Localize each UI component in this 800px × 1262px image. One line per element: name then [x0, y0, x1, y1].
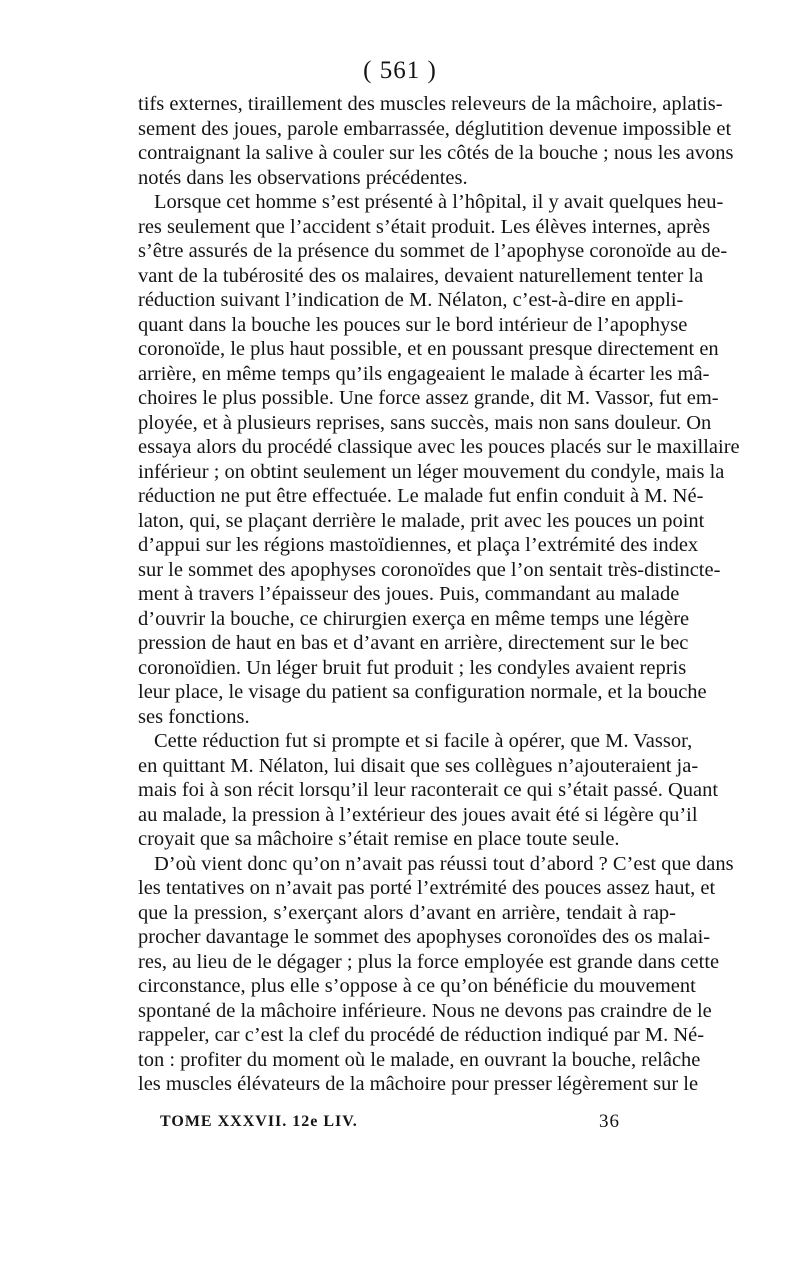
text-line: inférieur ; on obtint seulement un léger mouvement du condyle, mais la [138, 460, 725, 483]
text-line: circonstance, plus elle s’oppose à ce qu’on bénéficie du mouvement [138, 975, 696, 997]
text-line: ses fonctions. [138, 705, 250, 728]
sheet-number: 36 [599, 1111, 620, 1132]
text-line: Cette réduction fut si prompte et si facile à opérer, que M. Vassor, [154, 730, 693, 752]
text-line: les muscles élévateurs de la mâchoire pour presser légèrement sur le [138, 1073, 699, 1095]
text-line: notés dans les observations précédentes. [138, 166, 468, 189]
body-text [138, 92, 740, 1097]
text-line: res, au lieu de le dégager ; plus la force employée est grande dans cette [138, 950, 720, 973]
text-line: que la pression, s’exerçant alors d’avant en arrière, tendait à rap- [138, 901, 676, 924]
text-line: laton, qui, se plaçant derrière le malade, prit avec les pouces un point [138, 509, 705, 532]
text-line: les tentatives on n’avait pas porté l’extrémité des pouces assez haut, et [138, 877, 716, 899]
page-footer [160, 1113, 620, 1137]
text-line: leur place, le visage du patient sa configuration normale, et la bouche [138, 681, 707, 703]
text-line: contraignant la salive à couler sur les côtés de la bouche ; nous les avons [138, 142, 734, 164]
text-line: D’où vient donc qu’on n’avait pas réussi tout d’abord ? C’est que dans [154, 852, 734, 875]
text-line: sur le sommet des apophyses coronoïdes que l’on sentait très-distincte- [138, 558, 721, 581]
text-line: d’appui sur les régions mastoïdiennes, et plaça l’extrémité des index [138, 534, 699, 556]
text-line: essaya alors du procédé classique avec les pouces placés sur le maxillaire [138, 436, 740, 458]
text-line: choires le plus possible. Une force assez grande, dit M. Vassor, fut em- [138, 387, 719, 409]
text-line: coronoïdien. Un léger bruit fut produit ; les condyles avaient repris [138, 656, 687, 679]
text-line: en quittant M. Nélaton, lui disait que ses collègues n’ajouteraient ja- [138, 754, 699, 777]
text-line: arrière, en même temps qu’ils engageaient le malade à écarter les mâ- [138, 362, 710, 385]
text-line: s’être assurés de la présence du sommet de l’apophyse coronoïde au de- [138, 240, 728, 262]
text-line: ployée, et à plusieurs reprises, sans succès, mais non sans douleur. On [138, 411, 712, 434]
text-line: pression de haut en bas et d’avant en arrière, directement sur le bec [138, 632, 689, 654]
text-line: réduction suivant l’indication de M. Nélaton, c’est-à-dire en appli- [138, 289, 684, 311]
text-line: Lorsque cet homme s’est présenté à l’hôpital, il y avait quelques heu- [154, 191, 724, 213]
text-line: ton : profiter du moment où le malade, en ouvrant la bouche, relâche [138, 1048, 701, 1071]
page-number: ( 561 ) [363, 57, 437, 84]
text-line: réduction ne put être effectuée. Le malade fut enfin conduit à M. Né- [138, 485, 704, 507]
text-line: mais foi à son récit lorsqu’il leur raconterait ce qui s’était passé. Quant [138, 779, 719, 801]
text-line: rappeler, car c’est la clef du procédé de réduction indiqué par M. Né- [138, 1024, 705, 1046]
text-line: ment à travers l’épaisseur des joues. Puis, commandant au malade [138, 583, 680, 605]
text-line: res seulement que l’accident s’était produit. Les élèves internes, après [138, 215, 711, 238]
text-line: procher davantage le sommet des apophyses coronoïdes des os malai- [138, 926, 711, 948]
text-line: sement des joues, parole embarrassée, déglutition devenue impossible et [138, 117, 732, 140]
signature-mark: TOME XXXVII. 12e LIV. [160, 1113, 358, 1130]
text-line: au malade, la pression à l’extérieur des joues avait été si légère qu’il [138, 803, 698, 826]
text-line: croyait que sa mâchoire s’était remise en place toute seule. [138, 828, 620, 850]
text-line: coronoïde, le plus haut possible, et en poussant presque directement en [138, 338, 719, 360]
text-line: vant de la tubérosité des os malaires, devaient naturellement tenter la [138, 264, 704, 287]
text-line: quant dans la bouche les pouces sur le bord intérieur de l’apophyse [138, 313, 688, 336]
text-line: tifs externes, tiraillement des muscles releveurs de la mâchoire, aplatis- [138, 93, 723, 115]
text-line: spontané de la mâchoire inférieure. Nous ne devons pas craindre de le [138, 999, 712, 1022]
text-line: d’ouvrir la bouche, ce chirurgien exerça en même temps une légère [138, 607, 690, 630]
